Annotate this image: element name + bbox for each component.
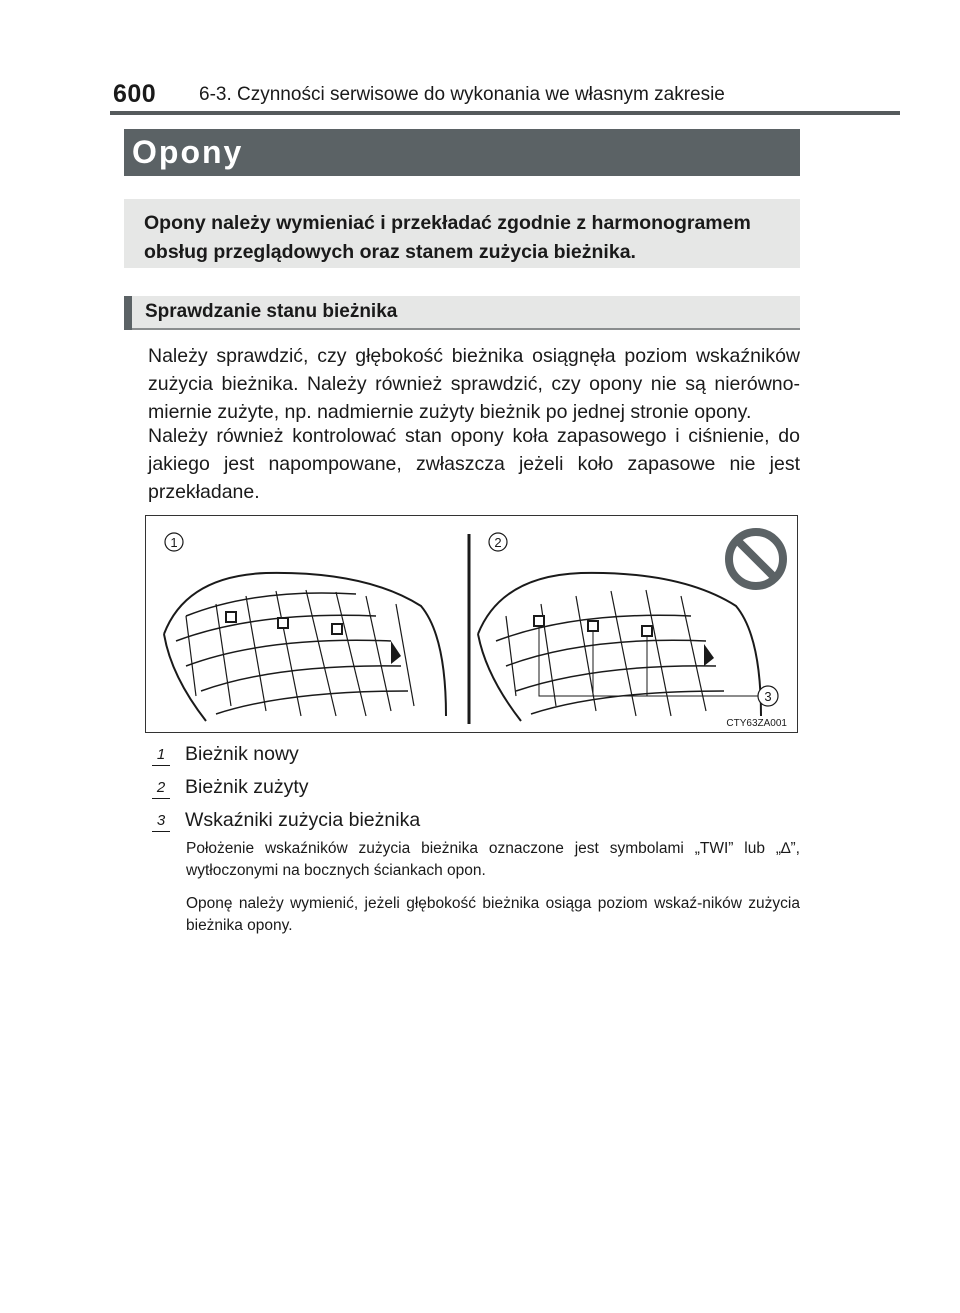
title-bar xyxy=(124,129,800,176)
new-tread-tire xyxy=(164,573,446,721)
legend-number: 2 xyxy=(152,778,170,798)
legend-number: 3 xyxy=(152,811,170,831)
subheading-bar xyxy=(124,296,132,330)
legend-text: Bieżnik zużyty xyxy=(185,776,309,798)
note-1: Położenie wskaźników zużycia bieżnika oznaczone jest symbolami „TWI” lub „∆”, wytłoczonymi na bocznych ściankach opon. xyxy=(186,840,800,879)
subheading-text: Sprawdzanie stanu bieżnika xyxy=(145,301,398,322)
worn-tread-tire xyxy=(478,573,768,721)
callout-1: 1 xyxy=(170,535,178,550)
prohibition-icon xyxy=(729,532,783,586)
header-rule xyxy=(110,111,900,115)
tread-illustration xyxy=(146,516,799,734)
paragraph-2: Należy również kontrolować stan opony koła zapasowego i ciśnienie, do jakiego jest napompowane, zwłaszcza jeżeli koło zapasowe nie jest przekładane. xyxy=(148,425,800,503)
legend-text: Bieżnik nowy xyxy=(185,743,299,765)
page-number: 600 xyxy=(113,80,157,108)
legend-text: Wskaźniki zużycia bieżnika xyxy=(185,809,421,831)
callout-3: 3 xyxy=(764,689,772,704)
paragraph-1: Należy sprawdzić, czy głębokość bieżnika osiągnęła poziom wskaźników zużycia bieżnika. Należy również sprawdzić, czy opony nie są nierówno-miernie zużyte, np. nadmiernie zużyty bieżnik po jednej stronie opony. xyxy=(148,345,800,423)
section-path: 6-3. Czynności serwisowe do wykonania we własnym zakresie xyxy=(199,84,725,105)
subheading xyxy=(124,296,800,330)
intro-box xyxy=(124,199,800,268)
callout-2: 2 xyxy=(494,535,502,550)
note-2: Oponę należy wymienić, jeżeli głębokość bieżnika osiąga poziom wskaź-ników zużycia bieżnika opony. xyxy=(186,895,800,934)
page-title: Opony xyxy=(132,134,244,170)
legend-number: 1 xyxy=(152,745,170,765)
figure-code: CTY63ZA001 xyxy=(726,718,787,729)
intro-text: Opony należy wymieniać i przekładać zgodnie z harmonogramem obsług przeglądowych oraz stanem zużycia bieżnika. xyxy=(144,212,751,263)
tread-figure xyxy=(145,515,798,733)
